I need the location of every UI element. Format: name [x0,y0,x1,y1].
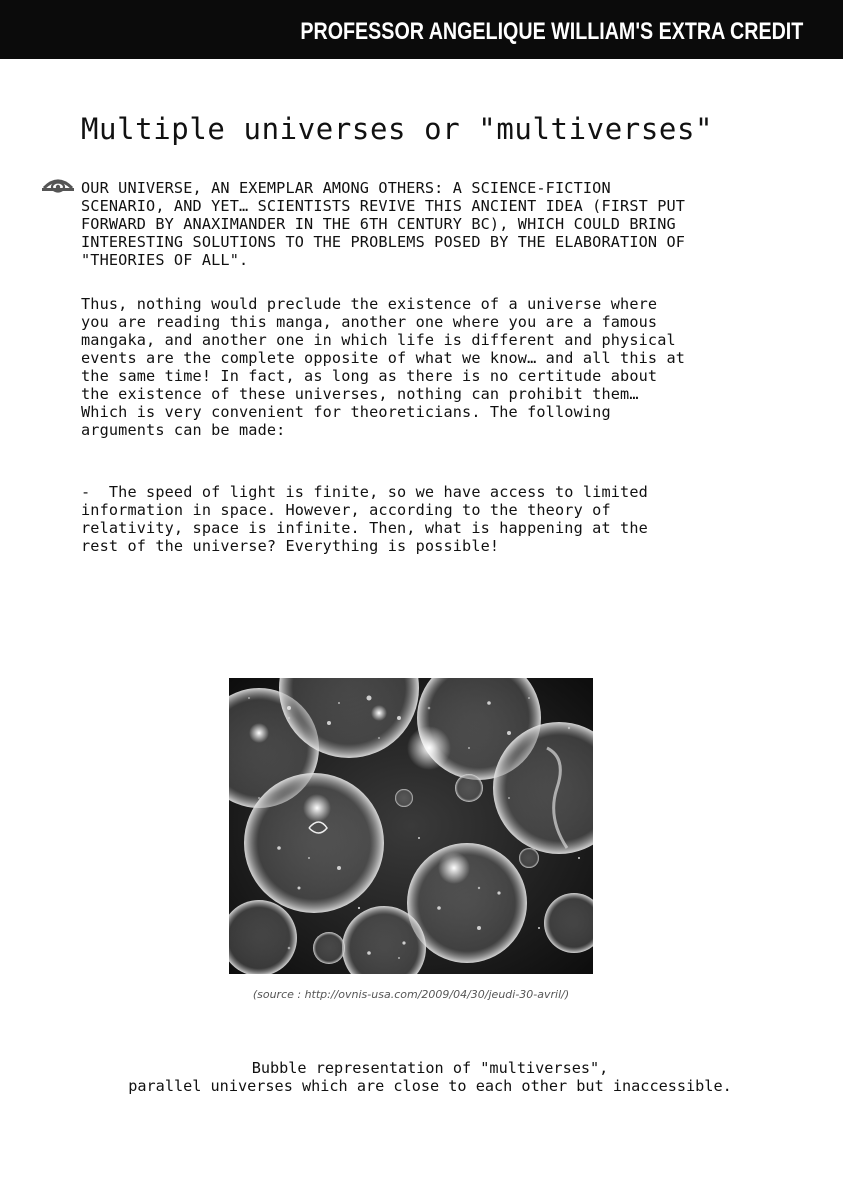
body-paragraph: Thus, nothing would preclude the existence of a universe where you are reading this manga, another one where you are a famous mangaka, and another one in which life is different and physical events are the complete opposite of what we know… and all this at the same time! In fact, as long as there is no certitude about the existence of these universes, nothing can prohibit them… Which is very convenient for theoreticians. The following arguments can be made: [81,295,686,439]
eye-icon [42,174,74,194]
figure-caption: Bubble representation of "multiverses", parallel universes which are close to each other but inaccessible. [128,1059,732,1095]
multiverse-bubbles-image [229,678,593,974]
intro-text: OUR UNIVERSE, AN EXEMPLAR AMONG OTHERS: A SCIENCE-FICTION SCENARIO, AND YET… SCIENTISTS REVIVE THIS ANCIENT IDEA (FIRST PUT FORWARD BY ANAXIMANDER IN THE 6TH CENTURY BC), WHICH COULD BRING INTERESTING SOLUTIONS TO THE PROBLEMS POSED BY THE ELABORATION OF "THEORIES OF ALL". [81,179,686,269]
page-title: Multiple universes or "multiverses" [81,112,714,146]
header-bar [0,0,843,59]
bullet-item: - The speed of light is finite, so we have access to limited information in space. However, according to the theory of relativity, space is infinite. Then, what is happening at the rest of the universe? Everything is possible! [81,483,648,555]
header-title: PROFESSOR ANGELIQUE WILLIAM'S EXTRA CREDIT [300,18,803,45]
figure-source: (source : http://ovnis-usa.com/2009/04/30/jeudi-30-avril/) [252,988,570,1001]
